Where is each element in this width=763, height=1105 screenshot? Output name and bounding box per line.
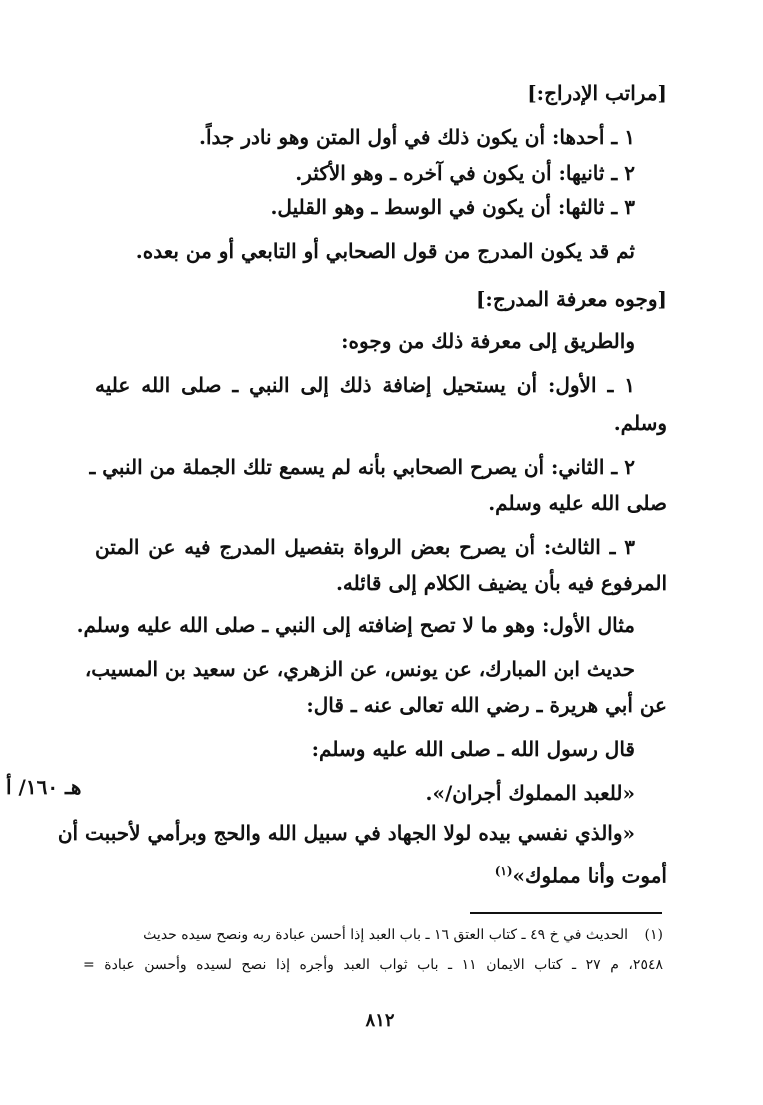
wajh-2-line2: صلى الله عليه وسلم. [488, 491, 667, 515]
paragraph: ثم قد يكون المدرج من قول الصحابي أو التابعي أو من بعده. [135, 239, 635, 263]
item-label: الثاني: [551, 455, 605, 479]
list-item [295, 158, 635, 188]
margin-manuscript-note: هـ ١٦٠/ أ [6, 775, 82, 799]
wajh-1-line1: ١ ـ الأول: أن يستحيل إضافة ذلك إلى النبي ـ صلى الله عليه [95, 373, 636, 397]
mithal-paragraph: مثال الأول: وهو ما لا تصح إضافته إلى النبي ـ صلى الله عليه وسلم. [76, 613, 635, 637]
item-number: ٢ ـ [611, 455, 635, 479]
list-item [270, 192, 635, 222]
item-number: ١ ـ [607, 373, 636, 397]
footnote-line2: ٢٥٤٨، م ٢٧ ـ كتاب الايمان ١١ ـ باب ثواب العبد وأجره إذا نصح لسيده وأحسن عبادة = [83, 957, 663, 973]
item-label: أحدها: [552, 125, 605, 149]
item-text: أن يكون ذلك في أول المتن وهو نادر جداً. [199, 125, 546, 149]
hadith-matn-2-line1: «والذي نفسي بيده لولا الجهاد في سبيل الله والحج وبرأمي لأحببت أن [57, 821, 635, 845]
item-number: ١ ـ [611, 125, 635, 149]
item-number: ٣ ـ [611, 195, 635, 219]
list-item [199, 122, 635, 152]
section-heading-wujuh: [وجوه معرفة المدرج:] [475, 287, 667, 311]
item-label: ثانيها: [558, 161, 605, 185]
footnote-reference: (١) [494, 864, 513, 878]
wajh-3-line1: ٣ ـ الثالث: أن يصرح بعض الرواة بتفصيل المدرج فيه عن المتن [95, 535, 636, 559]
item-label: الثالث: [543, 535, 601, 559]
item-label: ثالثها: [557, 195, 605, 219]
footnote-line1: (١) الحديث في خ ٤٩ ـ كتاب العتق ١٦ ـ باب العبد إذا أحسن عبادة ربه ونصح سيده حديث [143, 927, 663, 943]
paragraph: والطريق إلى معرفة ذلك من وجوه: [341, 329, 635, 353]
hadith-qala: قال رسول الله ـ صلى الله عليه وسلم: [311, 737, 635, 761]
wajh-1-line2: وسلم. [613, 411, 667, 435]
hadith-isnad-line2: عن أبي هريرة ـ رضي الله تعالى عنه ـ قال: [306, 693, 667, 717]
wajh-2-line1: ٢ ـ الثاني: أن يصرح الصحابي بأنه لم يسمع تلك الجملة من النبي ـ [89, 455, 635, 479]
hadith-isnad-line1: حديث ابن المبارك، عن يونس، عن الزهري، عن سعيد بن المسيب، [84, 657, 635, 681]
item-number: ٣ ـ [609, 535, 636, 559]
hadith-matn-2-line2: أموت وأنا مملوك»$^{(١)}$ [494, 863, 667, 888]
hadith-matn-1: «للعبد المملوك أجران/». [425, 781, 635, 805]
item-text: أن يكون في الوسط ـ وهو القليل. [270, 195, 551, 219]
page-number: ٨١٢ [365, 1010, 395, 1031]
section-heading-marateb: [مراتب الإدراج:] [527, 81, 667, 105]
item-label: الأول: [547, 373, 597, 397]
wajh-3-line2: المرفوع فيه بأن يضيف الكلام إلى قائله. [335, 571, 667, 595]
item-number: ٢ ـ [611, 161, 635, 185]
footnote-separator [470, 912, 662, 914]
item-text: أن يكون في آخره ـ وهو الأكثر. [295, 161, 552, 185]
footnote-number: (١) [644, 927, 663, 943]
